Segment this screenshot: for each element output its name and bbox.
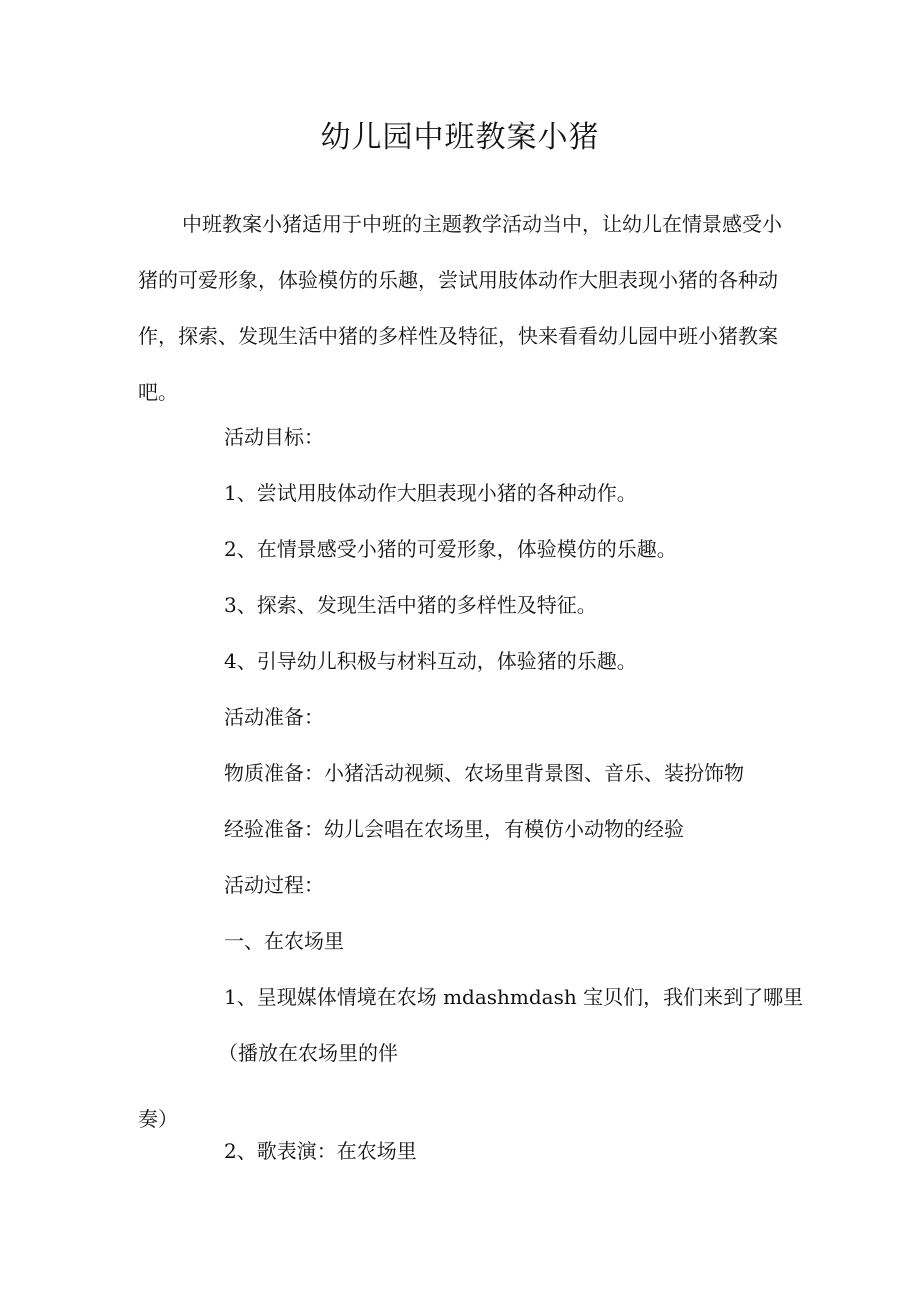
step-one: 1、呈现媒体情境在农场 mdashmdash 宝贝们，我们来到了哪里 xyxy=(224,985,804,1009)
step-one-continued: （播放在农场里的伴 xyxy=(218,1041,398,1065)
section-one-heading: 一、在农场里 xyxy=(224,929,344,953)
goal-item-3: 3、探索、发现生活中猪的多样性及特征。 xyxy=(224,593,597,617)
goals-heading: 活动目标： xyxy=(224,425,324,449)
intro-paragraph: 中班教案小猪适用于中班的主题教学活动当中，让幼儿在情景感受小猪的可爱形象，体验模仿的乐趣，尝试用肢体动作大胆表现小猪的各种动作，探索、发现生活中猪的多样性及特征，快来看看幼儿园中班小猪教案吧。 xyxy=(138,212,782,404)
process-heading: 活动过程： xyxy=(224,873,324,897)
prep-material: 物质准备：小猪活动视频、农场里背景图、音乐、装扮饰物 xyxy=(224,761,744,785)
step-one-end: 奏） xyxy=(138,1107,178,1131)
page-title: 幼儿园中班教案小猪 xyxy=(320,120,600,155)
goal-item-1: 1、尝试用肢体动作大胆表现小猪的各种动作。 xyxy=(224,481,637,505)
goal-item-2: 2、在情景感受小猪的可爱形象，体验模仿的乐趣。 xyxy=(224,537,677,561)
prep-experience: 经验准备：幼儿会唱在农场里，有模仿小动物的经验 xyxy=(224,817,684,841)
prep-heading: 活动准备： xyxy=(224,705,324,729)
step-two: 2、歌表演：在农场里 xyxy=(224,1139,417,1163)
goal-item-4: 4、引导幼儿积极与材料互动，体验猪的乐趣。 xyxy=(224,649,637,673)
